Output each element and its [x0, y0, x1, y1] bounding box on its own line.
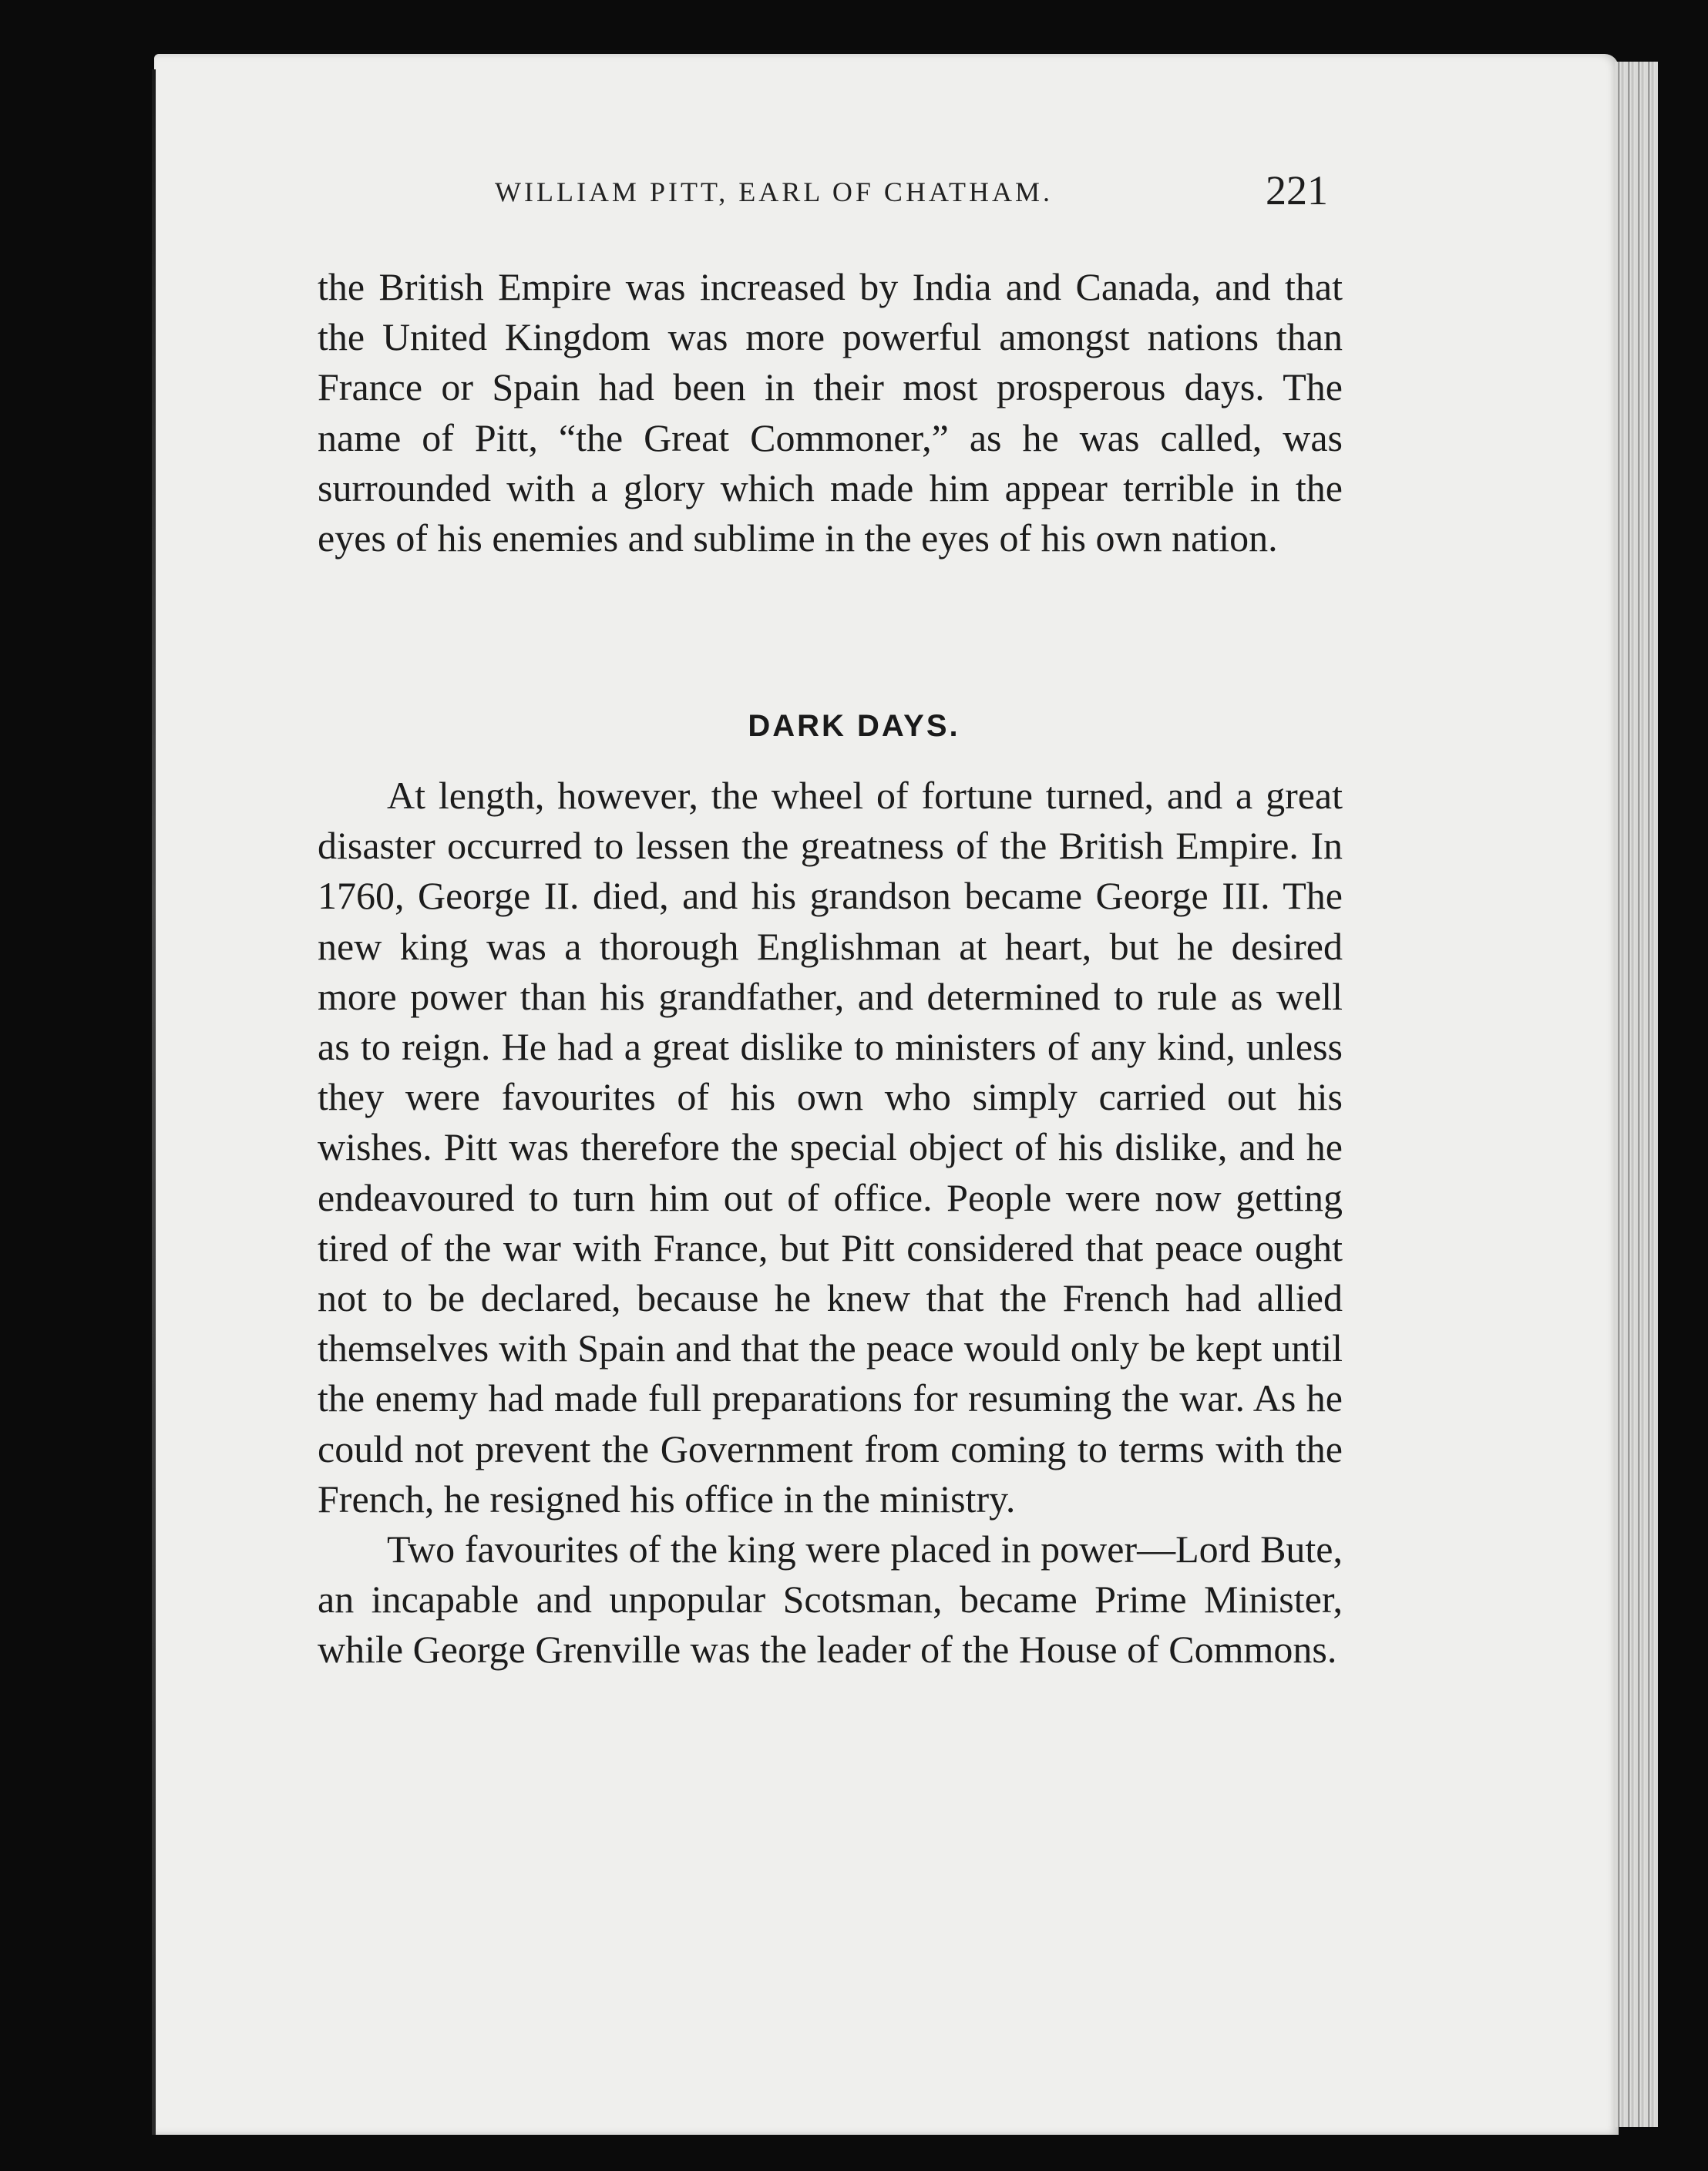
body-paragraph: At length, however, the wheel of fortune turned, and a great disaster occurred to lessen the greatness of the British Empire. In 1760, George II. died, and his grandson became George III. The new king was a thorough Englishman at heart, but he desired more power than his grandfather, and determined to rule as well as to reign. He had a great dislike to ministers of any kind, unless they were favourites of his own who simply carried out his wishes. Pitt was therefore the special object of his dislike, and he endeavoured to turn him out of office. People were now getting tired of the war with France, but Pitt considered that peace ought not to be declared, because he knew that the French had allied themselves with Spain and that the peace would only be kept until the enemy had made full preparations for resuming the war. As he could not prevent the Government from coming to terms with the French, he resigned his office in the ministry.: [318, 774, 1343, 1521]
page-number: 221: [1266, 167, 1328, 213]
running-head: [0, 167, 1335, 222]
body-paragraph: Two favourites of the king were placed in power—Lord Bute, an incapable and unpopular Scotsman, became Prime Minister, while George Grenville was the leader of the House of Commons.: [318, 1527, 1343, 1672]
section-heading-text: DARK DAYS.: [748, 709, 960, 743]
page-binding-edge: [152, 69, 156, 2135]
continued-paragraph: the British Empire was increased by India and Canada, and that the United Kingdom was more powerful amongst nations than France or Spain had been in their most prosperous days. The name of Pitt, “the Great Commoner,” as he was called, was surrounded with a glory which made him appear terrible in the eyes of his enemies and sublime in the eyes of his own nation.: [318, 265, 1343, 560]
continued-text-block: [318, 262, 1343, 563]
running-title: WILLIAM PITT, EARL OF CHATHAM.: [495, 176, 1053, 207]
page-stack-edge: [1615, 62, 1658, 2127]
section-heading: [0, 709, 1708, 744]
section-body: [318, 771, 1343, 1675]
